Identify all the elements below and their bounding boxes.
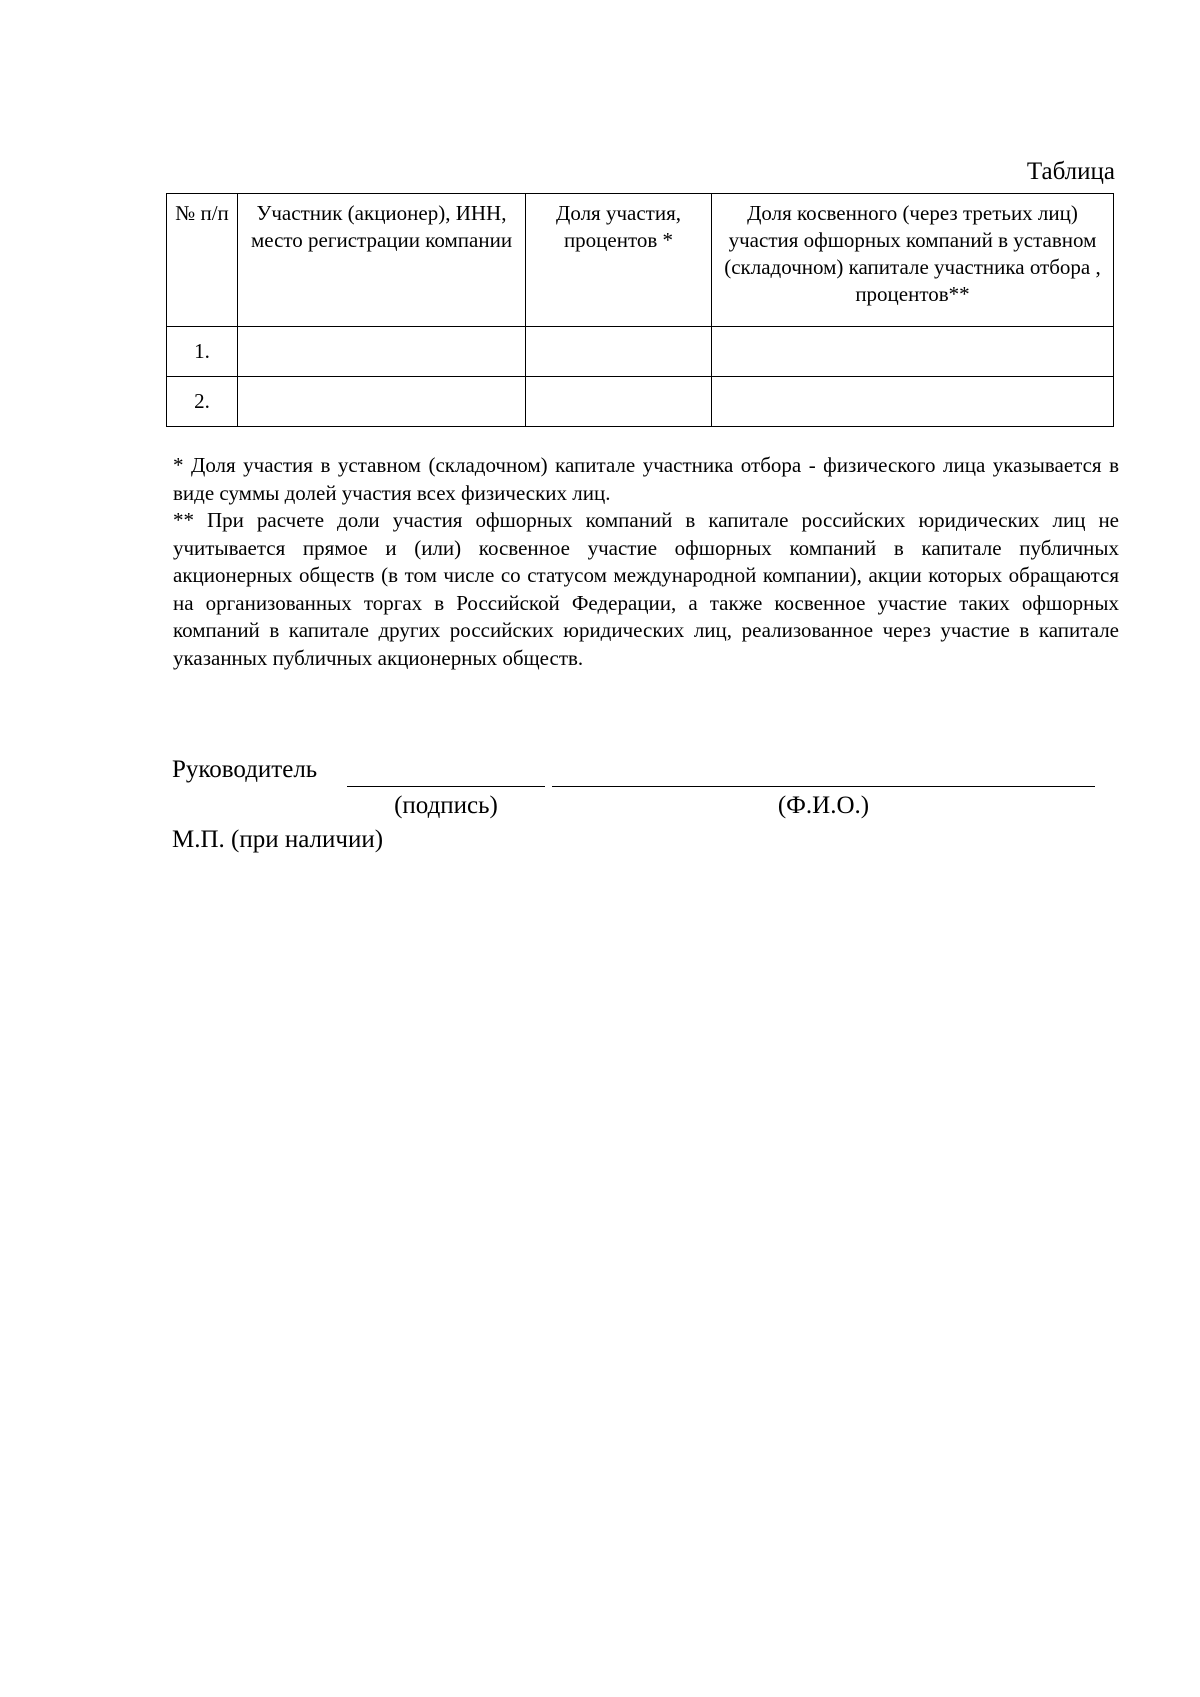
share-cell <box>526 327 712 377</box>
row-number-cell: 2. <box>167 377 238 427</box>
signature-caption: (подпись) <box>394 792 498 819</box>
column-header-offshore-share: Доля косвенного (через третьих лиц) участия офшорных компаний в уставном (складочном) капитале участника отбора , процентов** <box>712 194 1114 327</box>
participant-cell <box>238 327 526 377</box>
table-row <box>167 377 1114 427</box>
seal-label: М.П. (при наличии) <box>172 826 384 853</box>
table-header-row <box>167 194 1114 327</box>
share-cell <box>526 377 712 427</box>
column-header-share: Доля участия, процентов * <box>526 194 712 327</box>
column-header-participant: Участник (акционер), ИНН, место регистрации компании <box>238 194 526 327</box>
column-header-number: № п/п <box>167 194 238 327</box>
footnote-single-asterisk: * Доля участия в уставном (складочном) капитале участника отбора - физического лица указывается в виде суммы долей участия всех физических лиц. <box>173 453 1119 505</box>
offshore-share-cell <box>712 377 1114 427</box>
signature-label: Руководитель <box>172 756 318 783</box>
offshore-share-cell <box>712 327 1114 377</box>
footnotes <box>173 452 1119 672</box>
ownership-table <box>166 193 1114 427</box>
name-caption: (Ф.И.О.) <box>777 792 870 819</box>
table-caption: Таблица <box>1026 158 1115 185</box>
table-row <box>167 327 1114 377</box>
signature-line <box>347 786 545 787</box>
name-line <box>552 786 1095 787</box>
footnote-double-asterisk: ** При расчете доли участия офшорных компаний в капитале российских юридических лиц не учитывается прямое и (или) косвенное участие офшорных компаний в капитале публичных акционерных обществ (в том числе со статусом международной компании), акции которых обращаются на организованных торгах в Российской Федерации, а также косвенное участие таких офшорных компаний в капитале других российских юридических лиц, реализованное через участие в капитале указанных публичных акционерных обществ. <box>173 508 1119 670</box>
participant-cell <box>238 377 526 427</box>
row-number-cell: 1. <box>167 327 238 377</box>
